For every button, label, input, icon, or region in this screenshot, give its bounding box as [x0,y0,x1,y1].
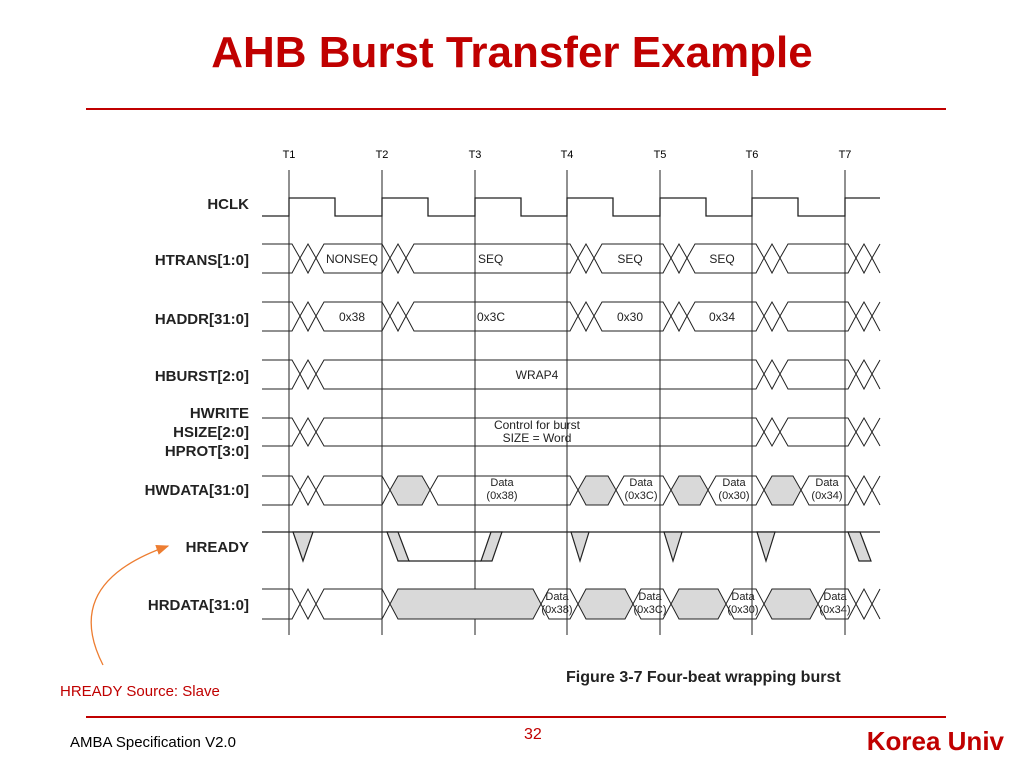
hrdata-word-2: Data [638,591,662,603]
hwdata-word-1: Data [490,477,514,489]
hwdata-value-1: (0x38) [486,490,518,502]
signal-label-hprot: HPROT[3:0] [164,443,249,460]
control-text-line-2: SIZE = Word [502,431,572,445]
hrdata-word-3: Data [731,591,755,603]
hrdata-value-2: (0x3C) [633,604,667,616]
htrans-value-2: SEQ [478,252,504,266]
tick-label-t3: T3 [468,149,482,161]
signal-label-haddr: HADDR[31:0] [154,311,249,328]
hready-waveform [262,532,880,561]
hwdata-value-4: (0x34) [811,490,843,502]
brand-name: Korea Univ [866,726,1004,756]
signal-label-hwrite: HWRITE [189,405,249,422]
signal-label-hburst: HBURST[2:0] [154,368,249,385]
control-text-line-1: Control for burst [493,418,581,432]
hrdata-word-1: Data [545,591,569,603]
signal-label-htrans: HTRANS[1:0] [154,252,249,269]
hwdata-word-4: Data [815,477,839,489]
slide-title: AHB Burst Transfer Example [211,28,813,77]
tick-label-t6: T6 [745,149,759,161]
hrdata-word-4: Data [823,591,847,603]
hwdata-value-3: (0x30) [718,490,750,502]
hwdata-value-2: (0x3C) [624,490,658,502]
signal-label-hready: HREADY [185,539,249,556]
hready-source-note: HREADY Source: Slave [60,683,220,700]
clock-tick-lines [289,170,845,635]
haddr-value-4: 0x34 [708,310,736,324]
tick-label-t5: T5 [653,149,667,161]
signal-label-hwdata: HWDATA[31:0] [144,482,249,499]
tick-label-t1: T1 [282,149,296,161]
page-number: 32 [524,726,542,743]
tick-label-t7: T7 [838,149,852,161]
footer-source: AMBA Specification V2.0 [70,734,236,751]
htrans-value-4: SEQ [709,252,735,266]
signal-label-hrdata: HRDATA[31:0] [147,597,249,614]
hrdata-value-4: (0x34) [819,604,851,616]
figure-caption: Figure 3-7 Four-beat wrapping burst [566,669,841,686]
hwdata-bus [262,476,880,505]
haddr-value-3: 0x30 [616,310,644,324]
hwdata-word-2: Data [629,477,653,489]
hrdata-value-1: (0x38) [541,604,573,616]
tick-label-t2: T2 [375,149,389,161]
signal-label-hclk: HCLK [207,196,249,213]
hwdata-word-3: Data [722,477,746,489]
hburst-bus [262,360,880,389]
tick-label-t4: T4 [560,149,574,161]
footer-divider [86,716,946,718]
hburst-value: WRAP4 [515,368,559,382]
haddr-value-2: 0x3C [477,310,506,324]
htrans-value-3: SEQ [617,252,643,266]
htrans-value-1: NONSEQ [325,252,379,266]
hrdata-value-3: (0x30) [727,604,759,616]
hclk-waveform [262,198,880,216]
haddr-value-1: 0x38 [338,310,366,324]
signal-label-hsize: HSIZE[2:0] [173,424,249,441]
